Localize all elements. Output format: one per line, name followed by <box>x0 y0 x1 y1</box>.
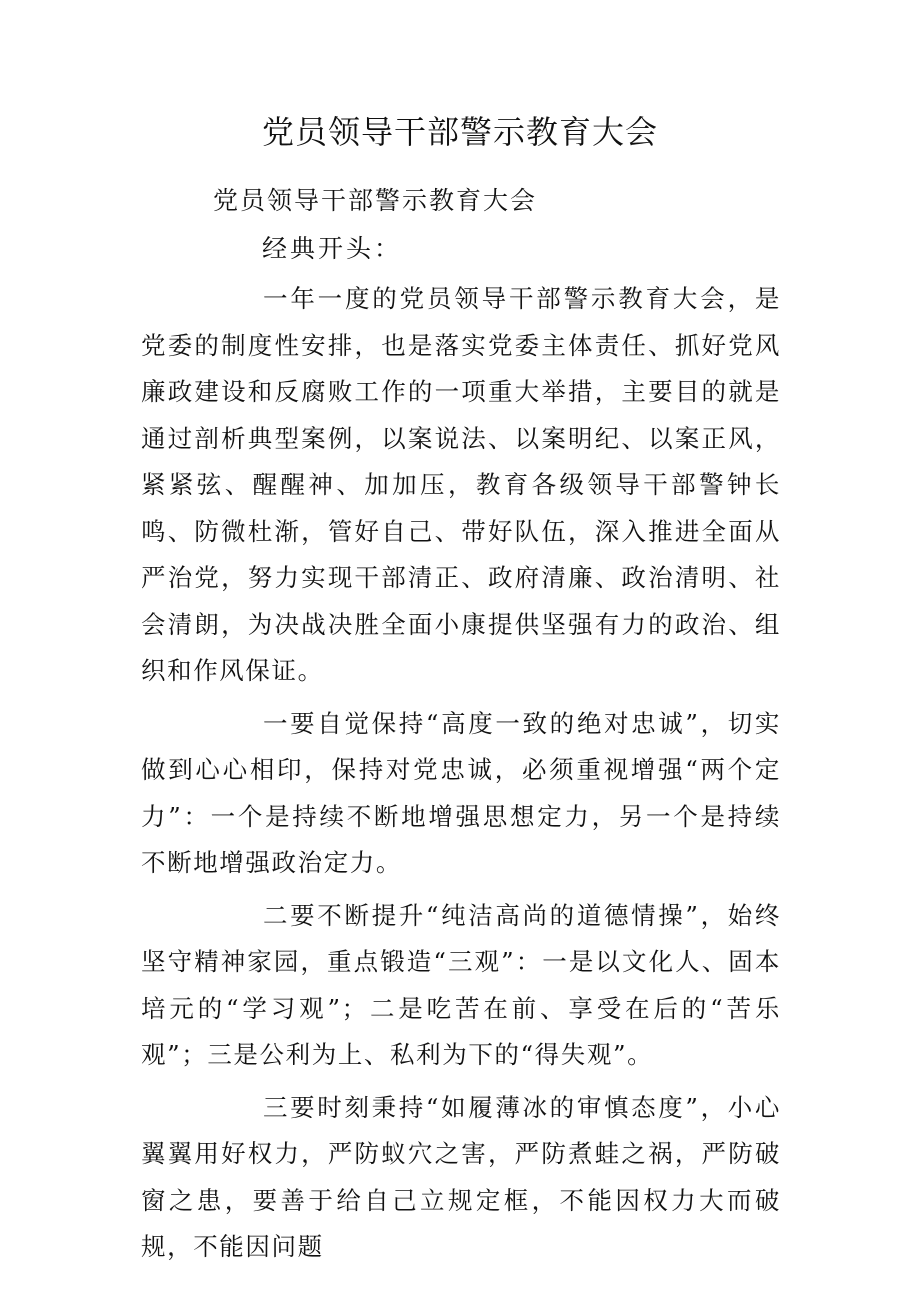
paragraph-point-three: 三要时刻秉持“如履薄冰的审慎态度”，小心翼翼用好权力，严防蚁穴之害，严防煮蛙之祸，严防破窗之患，要善于给自己立规定框，不能因权力大而破规，不能因问题 <box>141 1092 781 1261</box>
paragraph-intro: 一年一度的党员领导干部警示教育大会，是党委的制度性安排，也是落实党委主体责任、抓好党风廉政建设和反腐败工作的一项重大举措，主要目的就是通过剖析典型案例，以案说法、以案明纪、以案正风，紧紧弦、醒醒神、加加压，教育各级领导干部警钟长鸣、防微杜渐，管好自己、带好队伍，深入推进全面从严治党，努力实现干部清正、政府清廉、政治清明、社会清朗，为决战决胜全面小康提供坚强有力的政治、组织和作风保证。 <box>141 284 781 685</box>
paragraph-point-two: 二要不断提升“纯洁高尚的道德情操”，始终坚守精神家园，重点锻造“三观”：一是以文化人、固本培元的“学习观”；二是吃苦在前、享受在后的“苦乐观”；三是公利为上、私利为下的“得失观”。 <box>141 900 781 1069</box>
paragraph-point-one: 一要自觉保持“高度一致的绝对忠诚”，切实做到心心相印，保持对党忠诚，必须重视增强“两个定力”：一个是持续不断地增强思想定力，另一个是持续不断地增强政治定力。 <box>141 708 781 877</box>
document-subtitle: 党员领导干部警示教育大会 <box>213 186 538 215</box>
document-title: 党员领导干部警示教育大会 <box>261 113 658 151</box>
document-body <box>141 276 781 1277</box>
section-lead: 经典开头： <box>262 234 403 263</box>
